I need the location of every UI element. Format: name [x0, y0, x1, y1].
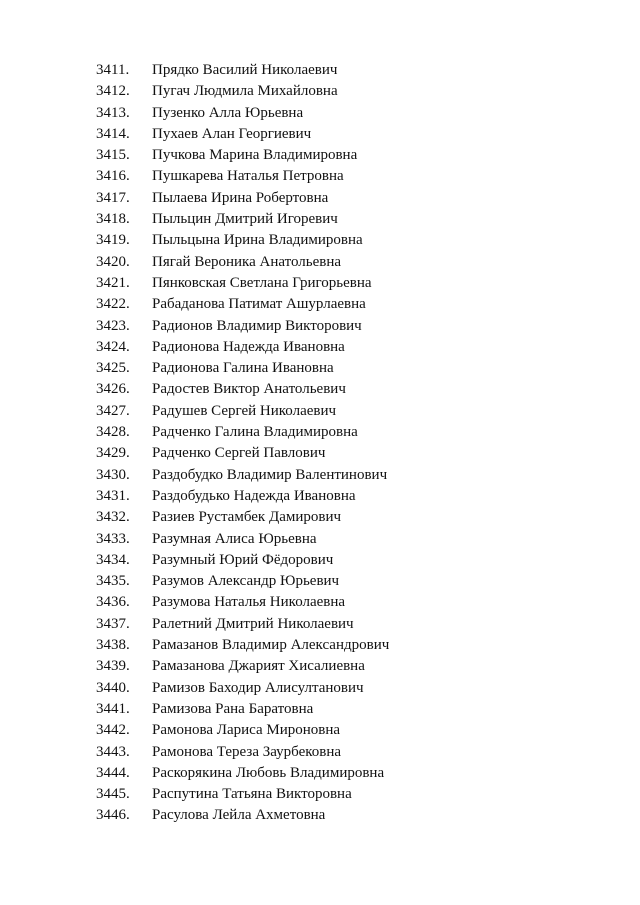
entry-number: 3429.: [96, 445, 130, 462]
entry-number: 3445.: [96, 786, 130, 803]
entry-name: Разумная Алиса Юрьевна: [152, 530, 317, 547]
entry-name: Рамизов Баходир Алисултанович: [152, 679, 364, 696]
entry-name: Пылаева Ирина Робертовна: [152, 189, 329, 206]
entry-number: 3440.: [96, 679, 130, 696]
entry-number: 3411.: [96, 62, 130, 78]
list-item: [96, 592, 389, 613]
entry-name: Пушкарева Наталья Петровна: [152, 168, 344, 185]
entry-name: Пягай Вероника Анатольевна: [152, 253, 342, 270]
entry-number: 3418.: [96, 211, 130, 228]
entry-number: 3420.: [96, 253, 130, 270]
list-item: [96, 614, 389, 635]
entry-number: 3431.: [96, 487, 130, 504]
entry-name: Разумов Александр Юрьевич: [152, 573, 340, 590]
list-item: [96, 486, 389, 507]
list-item: [96, 337, 389, 358]
entry-name: Разумный Юрий Фёдорович: [152, 551, 334, 568]
entry-number: 3428.: [96, 424, 130, 441]
list-item: [96, 81, 389, 102]
list-item: [96, 699, 389, 720]
list-item: [96, 188, 389, 209]
list-item: [96, 273, 389, 294]
entry-name: Радченко Сергей Павлович: [152, 445, 326, 462]
list-item: [96, 635, 389, 656]
list-item: [96, 358, 389, 379]
list-item: [96, 742, 389, 763]
entry-number: 3417.: [96, 189, 130, 206]
entry-name: Рамонова Лариса Мироновна: [152, 722, 341, 739]
list-item: [96, 60, 389, 81]
entry-name: Радионова Надежда Ивановна: [152, 338, 345, 355]
list-item: [96, 209, 389, 230]
list-item: [96, 316, 389, 337]
entry-number: 3437.: [96, 615, 130, 632]
entry-number: 3416.: [96, 168, 130, 185]
entry-name: Рамазанова Джарият Хисалиевна: [152, 658, 365, 675]
list-item: [96, 230, 389, 251]
entry-number: 3441.: [96, 700, 130, 717]
list-item: [96, 166, 389, 187]
list-item: [96, 103, 389, 124]
list-item: [96, 571, 389, 592]
list-item: [96, 422, 389, 443]
list-item: [96, 656, 389, 677]
entry-number: 3421.: [96, 274, 130, 291]
entry-name: Раздобудко Владимир Валентинович: [152, 466, 388, 483]
entry-name: Разиев Рустамбек Дамирович: [152, 509, 342, 526]
entry-number: 3446.: [96, 807, 130, 824]
list-item: [96, 805, 389, 826]
entry-name: Пыльцин Дмитрий Игоревич: [152, 211, 338, 228]
entry-name: Разумова Наталья Николаевна: [152, 594, 346, 611]
entry-number: 3434.: [96, 551, 130, 568]
list-item: [96, 784, 389, 805]
entry-name: Раздобудько Надежда Ивановна: [152, 487, 356, 504]
list-item: [96, 379, 389, 400]
list-item: [96, 443, 389, 464]
entry-name: Радченко Галина Владимировна: [152, 424, 358, 441]
entry-number: 3433.: [96, 530, 130, 547]
entry-name: Пянковская Светлана Григорьевна: [152, 274, 372, 291]
entry-number: 3424.: [96, 338, 130, 355]
entry-name: Ралетний Дмитрий Николаевич: [152, 615, 354, 632]
list-item: [96, 294, 389, 315]
entry-name: Прядко Василий Николаевич: [152, 62, 338, 78]
list-item: [96, 678, 389, 699]
list-item: [96, 465, 389, 486]
entry-name: Рамизова Рана Баратовна: [152, 700, 314, 717]
list-item: [96, 124, 389, 145]
entry-name: Пучкова Марина Владимировна: [152, 147, 358, 164]
entry-name: Расулова Лейла Ахметовна: [152, 807, 326, 824]
entry-number: 3443.: [96, 743, 130, 760]
list-item: [96, 763, 389, 784]
entry-number: 3436.: [96, 594, 130, 611]
entry-number: 3426.: [96, 381, 130, 398]
entry-name: Рамонова Тереза Заурбековна: [152, 743, 342, 760]
entry-number: 3412.: [96, 83, 130, 100]
entry-name: Радушев Сергей Николаевич: [152, 402, 337, 419]
entry-number: 3425.: [96, 360, 130, 377]
list-item: [96, 507, 389, 528]
entry-number: 3414.: [96, 125, 130, 142]
entry-number: 3423.: [96, 317, 130, 334]
entry-number: 3427.: [96, 402, 130, 419]
entry-number: 3422.: [96, 296, 130, 313]
entry-name: Радионов Владимир Викторович: [152, 317, 362, 334]
list-item: [96, 529, 389, 550]
entry-number: 3438.: [96, 637, 130, 654]
entry-number: 3419.: [96, 232, 130, 249]
name-list: [96, 60, 389, 827]
entry-name: Пухаев Алан Георгиевич: [152, 125, 312, 142]
entry-number: 3439.: [96, 658, 130, 675]
entry-name: Пузенко Алла Юрьевна: [152, 104, 304, 121]
entry-name: Пугач Людмила Михайловна: [152, 83, 338, 100]
entry-number: 3435.: [96, 573, 130, 590]
entry-name: Радионова Галина Ивановна: [152, 360, 334, 377]
entry-name: Рабаданова Патимат Ашурлаевна: [152, 296, 366, 313]
entry-name: Пыльцына Ирина Владимировна: [152, 232, 363, 249]
entry-number: 3413.: [96, 104, 130, 121]
entry-name: Распутина Татьяна Викторовна: [152, 786, 352, 803]
list-item: [96, 401, 389, 422]
list-item: [96, 145, 389, 166]
entry-number: 3415.: [96, 147, 130, 164]
entry-name: Радостев Виктор Анатольевич: [152, 381, 346, 398]
entry-number: 3442.: [96, 722, 130, 739]
entry-name: Раскорякина Любовь Владимировна: [152, 764, 385, 781]
list-item: [96, 720, 389, 741]
entry-number: 3432.: [96, 509, 130, 526]
entry-number: 3430.: [96, 466, 130, 483]
entry-name: Рамазанов Владимир Александрович: [152, 637, 390, 654]
list-item: [96, 252, 389, 273]
entry-number: 3444.: [96, 764, 130, 781]
list-item: [96, 550, 389, 571]
